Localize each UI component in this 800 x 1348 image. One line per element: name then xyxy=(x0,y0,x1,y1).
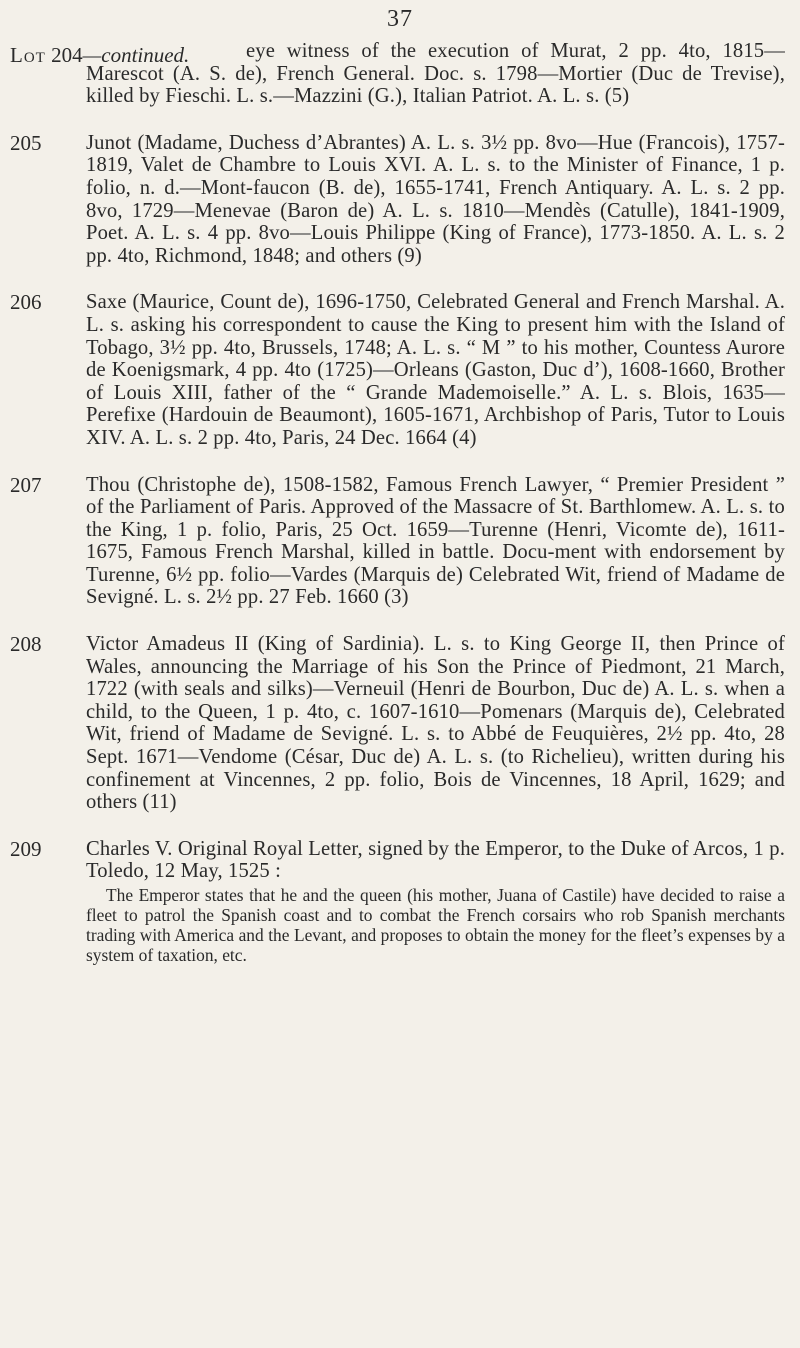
lot-description: Saxe (Maurice, Count de), 1696-1750, Celebrated General and French Marshal. A. L. s. asking his correspondent to cause the King to present him with the Island of Tobago, 3½ pp. 4to, Brussels, 1748; A. L. s. “ M ” to his mother, Countess Aurore de Koenigsmark, 4 pp. 4to (1725)—Orleans (Gaston, Duc d’), 1608-1660, Brother of Louis XIII, father of the “ Grande Mademoiselle.” A. L. s. Blois, 1635—Perefixe (Hardouin de Beaumont), 1605-1671, Archbishop of Paris, Tutor to Louis XIV. A. L. s. 2 pp. 4to, Paris, 24 Dec. 1664 (4) xyxy=(86,291,785,449)
lot-description: Junot (Madame, Duchess d’Abrantes) A. L. s. 3½ pp. 8vo—Hue (Francois), 1757-1819, Valet de Chambre to Louis XVI. A. L. s. to the Minister of Finance, 1 p. folio, n. d.—Mont-faucon (B. de), 1655-1741, French Antiquary. A. L. s. 2 pp. 8vo, 1729—Menevae (Baron de) A. L. s. 1810—Mendès (Catulle), 1841-1909, Poet. A. L. s. 4 pp. 8vo—Louis Philippe (King of France), 1773-1850. A. L. s. 2 pp. 4to, Richmond, 1848; and others (9) xyxy=(86,131,785,267)
lot-description: Thou (Christophe de), 1508-1582, Famous French Lawyer, “ Premier President ” of the Parliament of Paris. Approved of the Massacre of St. Barthlomew. A. L. s. to the King, 1 p. folio, Paris, 25 Oct. 1659—Turenne (Henri, Vicomte de), 1611-1675, Famous French Marshal, killed in battle. Docu-ment with endorsement by Turenne, 6½ pp. folio—Vardes (Marquis de) Celebrated Wit, friend of Madame de Sevigné. L. s. 2½ pp. 27 Feb. 1660 (3) xyxy=(86,473,785,609)
continued-label: —continued. xyxy=(82,43,190,67)
lot-label: Lot xyxy=(10,43,46,67)
lot-entry xyxy=(10,474,785,610)
lot-entry xyxy=(10,633,785,814)
lot-description: eye witness of the execution of Murat, 2 pp. 4to, 1815—Marescot (A. S. de), French General. Doc. s. 1798—Mortier (Duc de Trevise), killed by Fieschi. L. s.—Mazzini (G.), Italian Patriot. A. L. s. (5) xyxy=(86,40,785,108)
lot-number: 207 xyxy=(10,472,42,497)
lot-entry xyxy=(10,291,785,449)
lot-description: Victor Amadeus II (King of Sardinia). L. s. to King George II, then Prince of Wales, announcing the Marriage of his Son the Prince of Piedmont, 21 March, 1722 (with seals and silks)—Verneuil (Henri de Bourbon, Duc de) A. L. s. when a child, to the Queen, 1 p. 4to, c. 1607-1610—Pomenars (Marquis de), Celebrated Wit, friend of Madame de Sevigné. L. s. to Abbé de Feuquières, 2½ pp. 4to, 28 Sept. 1671—Vendome (César, Duc de) A. L. s. (to Richelieu), written during his confinement at Vincennes, 2 pp. folio, Bois de Vincennes, 18 April, 1629; and others (11) xyxy=(86,633,785,814)
lot-number: 205 xyxy=(10,130,42,155)
page-number: 37 xyxy=(387,6,413,32)
lot-entry xyxy=(10,132,785,268)
lot-entries xyxy=(10,40,785,989)
lot-heading-number: 204 xyxy=(51,43,83,67)
lot-description: Charles V. Original Royal Letter, signed by the Emperor, to the Duke of Arcos, 1 p. Toledo, 12 May, 1525 : xyxy=(86,837,785,883)
lot-number: 206 xyxy=(10,290,42,315)
lot-entry xyxy=(10,40,785,108)
lot-entry xyxy=(10,838,785,965)
lot-note: The Emperor states that he and the queen (his mother, Juana of Castile) have decided to raise a fleet to patrol the Spanish coast and to combat the French corsairs who rob Spanish merchants trading with America and the Levant, and proposes to obtain the money for the fleet’s expenses by a system of taxation, etc. xyxy=(86,885,785,965)
lot-number: 209 xyxy=(10,836,42,861)
lot-number: 208 xyxy=(10,632,42,657)
